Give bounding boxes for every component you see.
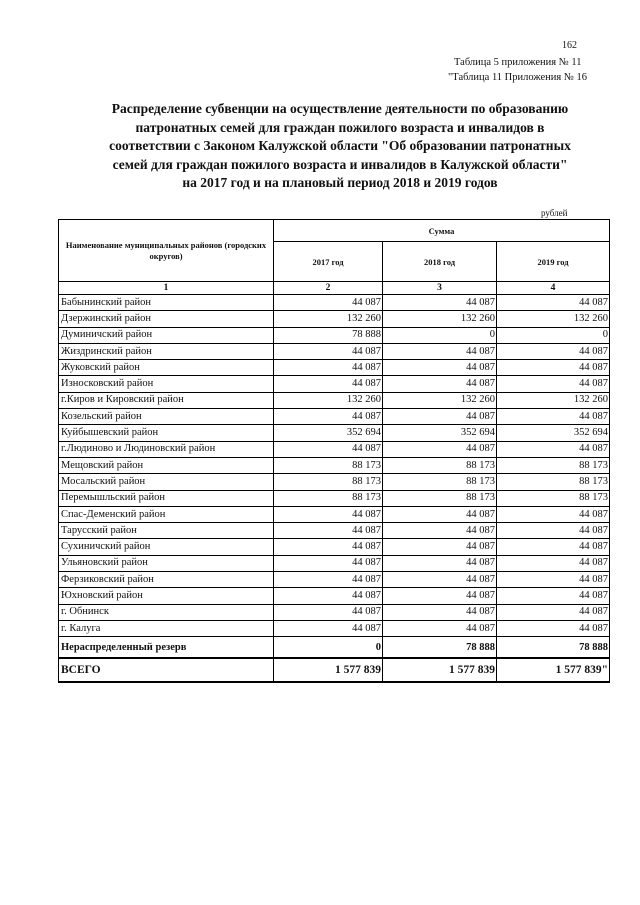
value-2018-cell: 88 173 [383, 457, 497, 473]
value-2017-cell: 44 087 [274, 588, 383, 604]
municipality-name-cell: Дзержинский район [59, 311, 274, 327]
value-2018-cell: 0 [383, 327, 497, 343]
value-2018-cell: 88 173 [383, 474, 497, 490]
table-row [59, 392, 610, 408]
value-2017-cell: 1 577 839 [274, 658, 383, 682]
municipality-name-cell: Ульяновский район [59, 555, 274, 571]
table-row [59, 523, 610, 539]
table-row [59, 474, 610, 490]
value-2017-cell: 44 087 [274, 506, 383, 522]
value-2019-cell: 132 260 [497, 392, 610, 408]
municipality-name-cell: Юхновский район [59, 588, 274, 604]
value-2018-cell: 44 087 [383, 620, 497, 636]
municipality-name-cell: Жиздринский район [59, 343, 274, 359]
value-2018-cell: 78 888 [383, 637, 497, 659]
value-2017-cell: 352 694 [274, 425, 383, 441]
value-2017-cell: 0 [274, 637, 383, 659]
value-2017-cell: 44 087 [274, 539, 383, 555]
value-2017-cell: 88 173 [274, 457, 383, 473]
page-number: 162 [562, 40, 577, 51]
value-2017-cell: 88 173 [274, 490, 383, 506]
municipality-name-cell: Бабынинский район [59, 295, 274, 311]
value-2019-cell: 88 173 [497, 474, 610, 490]
value-2017-cell: 44 087 [274, 441, 383, 457]
value-2017-cell: 88 173 [274, 474, 383, 490]
municipality-name-cell: Спас-Деменский район [59, 506, 274, 522]
table-row [59, 555, 610, 571]
value-2018-cell: 44 087 [383, 555, 497, 571]
column-number: 2 [274, 282, 383, 295]
value-2019-cell: 1 577 839" [497, 658, 610, 682]
value-2019-cell: 132 260 [497, 311, 610, 327]
value-2018-cell: 132 260 [383, 311, 497, 327]
table-row [59, 311, 610, 327]
municipality-name-cell: Ферзиковский район [59, 572, 274, 588]
municipality-column-header: Наименование муниципальных районов (городских округов) [59, 220, 274, 282]
value-2019-cell: 44 087 [497, 620, 610, 636]
value-2018-cell: 44 087 [383, 539, 497, 555]
municipality-name-cell: г. Обнинск [59, 604, 274, 620]
value-2018-cell: 88 173 [383, 490, 497, 506]
value-2017-cell: 44 087 [274, 572, 383, 588]
total-row [59, 658, 610, 682]
table-row [59, 441, 610, 457]
value-2019-cell: 0 [497, 327, 610, 343]
value-2019-cell: 44 087 [497, 360, 610, 376]
value-2019-cell: 44 087 [497, 295, 610, 311]
table-row [59, 327, 610, 343]
value-2019-cell: 44 087 [497, 588, 610, 604]
municipality-name-cell: Думиничский район [59, 327, 274, 343]
value-2017-cell: 44 087 [274, 604, 383, 620]
value-2017-cell: 44 087 [274, 376, 383, 392]
municipality-name-cell: г.Людиново и Людиновский район [59, 441, 274, 457]
value-2018-cell: 132 260 [383, 392, 497, 408]
title-line: соответствии с Законом Калужской области "Об образовании патронатных [109, 138, 571, 154]
reserve-row [59, 637, 610, 659]
municipality-name-cell: Мещовский район [59, 457, 274, 473]
municipality-name-cell: Перемышльский район [59, 490, 274, 506]
municipality-name-cell: Куйбышевский район [59, 425, 274, 441]
value-2017-cell: 44 087 [274, 343, 383, 359]
table-row [59, 425, 610, 441]
value-2018-cell: 44 087 [383, 506, 497, 522]
table-row [59, 360, 610, 376]
value-2019-cell: 44 087 [497, 604, 610, 620]
table-row [59, 376, 610, 392]
value-2018-cell: 44 087 [383, 409, 497, 425]
value-2018-cell: 44 087 [383, 572, 497, 588]
value-2019-cell: 44 087 [497, 343, 610, 359]
value-2018-cell: 44 087 [383, 295, 497, 311]
value-2017-cell: 132 260 [274, 392, 383, 408]
year-2019-header: 2019 год [497, 242, 610, 282]
table-row [59, 539, 610, 555]
value-2018-cell: 44 087 [383, 523, 497, 539]
value-2017-cell: 44 087 [274, 523, 383, 539]
value-2018-cell: 44 087 [383, 604, 497, 620]
table-reference-line-2: "Таблица 11 Приложения № 16 [448, 72, 587, 83]
municipality-name-cell: Сухиничский район [59, 539, 274, 555]
value-2019-cell: 352 694 [497, 425, 610, 441]
municipality-name-cell: г.Киров и Кировский район [59, 392, 274, 408]
value-2019-cell: 78 888 [497, 637, 610, 659]
table-row [59, 343, 610, 359]
value-2018-cell: 44 087 [383, 343, 497, 359]
municipality-name-cell: ВСЕГО [59, 658, 274, 682]
municipality-name-cell: Нераспределенный резерв [59, 637, 274, 659]
value-2019-cell: 44 087 [497, 572, 610, 588]
value-2019-cell: 44 087 [497, 376, 610, 392]
value-2017-cell: 78 888 [274, 327, 383, 343]
value-2017-cell: 44 087 [274, 555, 383, 571]
value-2019-cell: 44 087 [497, 506, 610, 522]
value-2019-cell: 44 087 [497, 539, 610, 555]
value-2018-cell: 44 087 [383, 360, 497, 376]
table-row [59, 409, 610, 425]
value-2018-cell: 1 577 839 [383, 658, 497, 682]
table-row [59, 506, 610, 522]
title-line: патронатных семей для граждан пожилого возраста и инвалидов в [135, 119, 545, 135]
table-row [59, 490, 610, 506]
unit-label: рублей [541, 208, 568, 218]
sum-column-header: Сумма [274, 220, 610, 242]
table-row [59, 588, 610, 604]
value-2018-cell: 44 087 [383, 588, 497, 604]
value-2017-cell: 44 087 [274, 360, 383, 376]
value-2017-cell: 44 087 [274, 620, 383, 636]
municipality-name-cell: Тарусский район [59, 523, 274, 539]
title-line: семей для граждан пожилого возраста и инвалидов в Калужской области" [112, 156, 568, 172]
municipality-name-cell: Козельский район [59, 409, 274, 425]
table-row [59, 620, 610, 636]
column-number: 3 [383, 282, 497, 295]
value-2017-cell: 44 087 [274, 409, 383, 425]
value-2017-cell: 132 260 [274, 311, 383, 327]
value-2017-cell: 44 087 [274, 295, 383, 311]
municipality-name-cell: Износковский район [59, 376, 274, 392]
table-reference-line-1: Таблица 5 приложения № 11 [454, 57, 582, 68]
table-row [59, 295, 610, 311]
value-2018-cell: 44 087 [383, 376, 497, 392]
municipality-name-cell: Мосальский район [59, 474, 274, 490]
table-row [59, 457, 610, 473]
municipality-name-cell: г. Калуга [59, 620, 274, 636]
value-2018-cell: 44 087 [383, 441, 497, 457]
value-2019-cell: 44 087 [497, 409, 610, 425]
subsidy-table [58, 219, 610, 683]
value-2019-cell: 44 087 [497, 441, 610, 457]
title-line: Распределение субвенции на осуществление деятельности по образованию [111, 101, 569, 116]
table-row [59, 572, 610, 588]
year-2017-header: 2017 год [274, 242, 383, 282]
value-2018-cell: 352 694 [383, 425, 497, 441]
value-2019-cell: 88 173 [497, 457, 610, 473]
year-2018-header: 2018 год [383, 242, 497, 282]
municipality-name-cell: Жуковский район [59, 360, 274, 376]
value-2019-cell: 44 087 [497, 523, 610, 539]
document-title [60, 100, 620, 193]
table-row [59, 604, 610, 620]
value-2019-cell: 44 087 [497, 555, 610, 571]
value-2019-cell: 88 173 [497, 490, 610, 506]
column-number: 1 [59, 282, 274, 295]
title-line: на 2017 год и на плановый период 2018 и 2019 годов [182, 175, 498, 191]
column-number: 4 [497, 282, 610, 295]
